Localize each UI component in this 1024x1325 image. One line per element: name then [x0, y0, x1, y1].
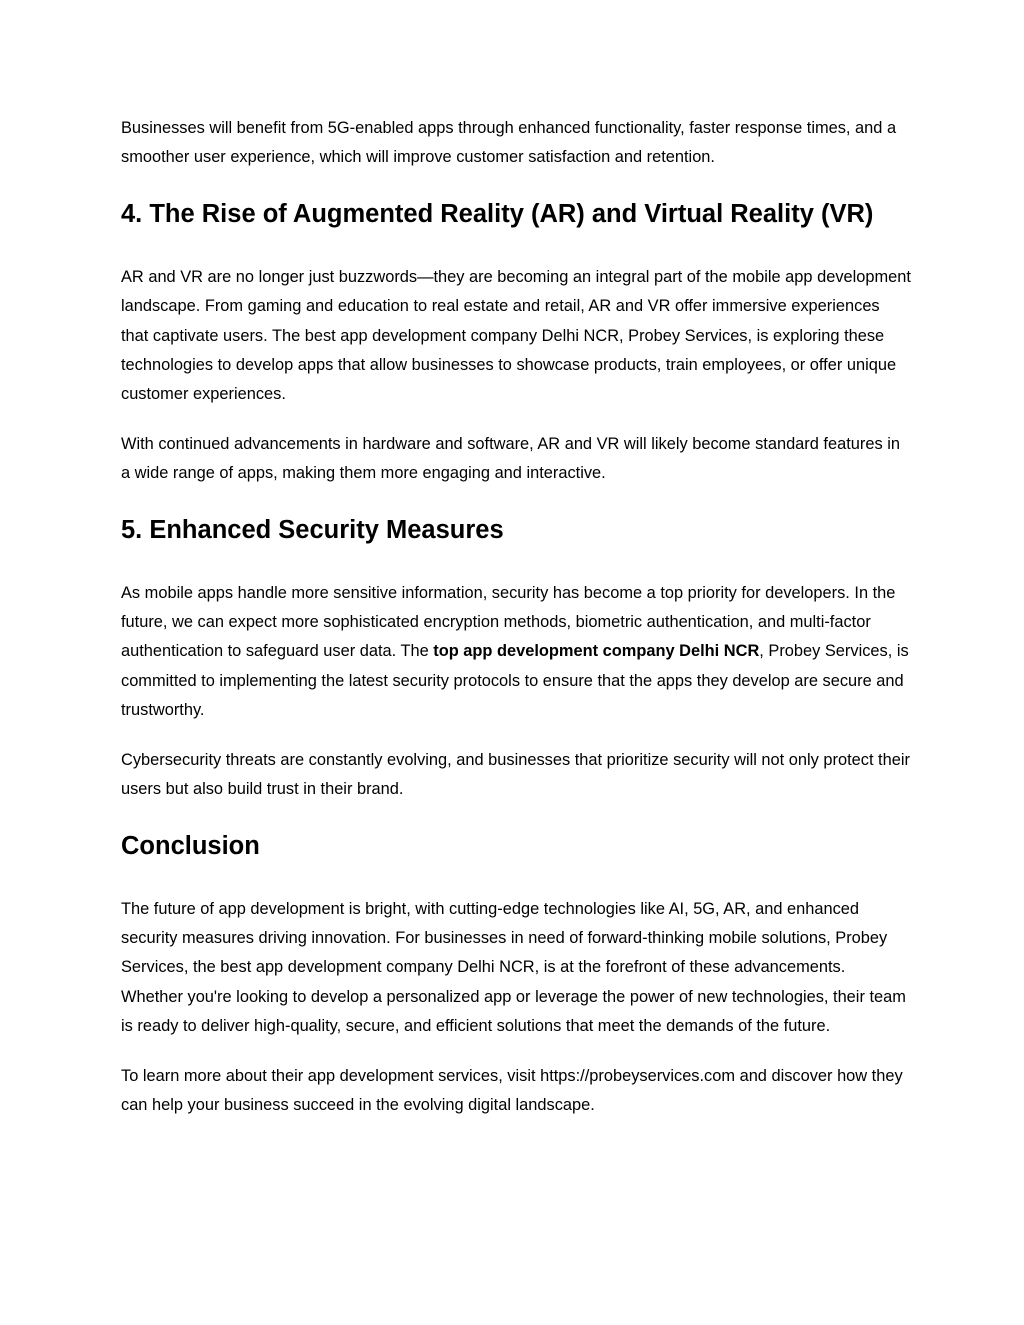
conclusion-paragraph-2: To learn more about their app development services, visit https://probeyservices.com and discover how they can help your business succeed in the evolving digital landscape. [121, 1066, 903, 1114]
section-5-paragraph-2: Cybersecurity threats are constantly evolving, and businesses that prioritize security will not only protect their users but also build trust in their brand. [121, 750, 910, 799]
document-page [121, 114, 911, 1140]
intro-paragraph: Businesses will benefit from 5G-enabled apps through enhanced functionality, faster response times, and a smoother user experience, which will improve customer satisfaction and retention. [121, 119, 897, 167]
section-4-paragraph-2: With continued advancements in hardware and software, AR and VR will likely become standard features in a wide range of apps, making them more engaging and interactive. [121, 434, 900, 483]
section-5-heading: 5. Enhanced Security Measures [121, 515, 504, 544]
bold-company-phrase: top app development company Delhi NCR [433, 642, 760, 661]
section-5-paragraph-1 [121, 579, 911, 726]
conclusion-paragraph-1: The future of app development is bright, with cutting-edge technologies like AI, 5G, AR, and enhanced security measures driving innovation. For businesses in need of forward-thinking mobile solutions, Probey Services, the best app development company Delhi NCR, is at the forefront of these advancements. Whether you're looking to develop a personalized app or leverage the power of new technologies, their team is ready to deliver high-quality, secure, and efficient solutions that meet the demands of the future. [121, 899, 906, 1036]
section-4-heading: 4. The Rise of Augmented Reality (AR) and Virtual Reality (VR) [121, 199, 874, 228]
section-5-text-after: , Probey Services, is committed to implementing the latest security protocols to ensure that the apps they develop are secure and trustworthy. [121, 642, 909, 720]
conclusion-heading: Conclusion [121, 831, 260, 860]
section-5-text-before: As mobile apps handle more sensitive information, security has become a top priority for developers. In the future, we can expect more sophisticated encryption methods, biometric authentication, and multi-factor authentication to safeguard user data. The [121, 583, 896, 661]
section-4-paragraph-1: AR and VR are no longer just buzzwords—they are becoming an integral part of the mobile app development landscape. From gaming and education to real estate and retail, AR and VR offer immersive experiences that captivate users. The best app development company Delhi NCR, Probey Services, is exploring these technologies to develop apps that allow businesses to showcase products, train employees, or offer unique customer experiences. [121, 267, 911, 404]
